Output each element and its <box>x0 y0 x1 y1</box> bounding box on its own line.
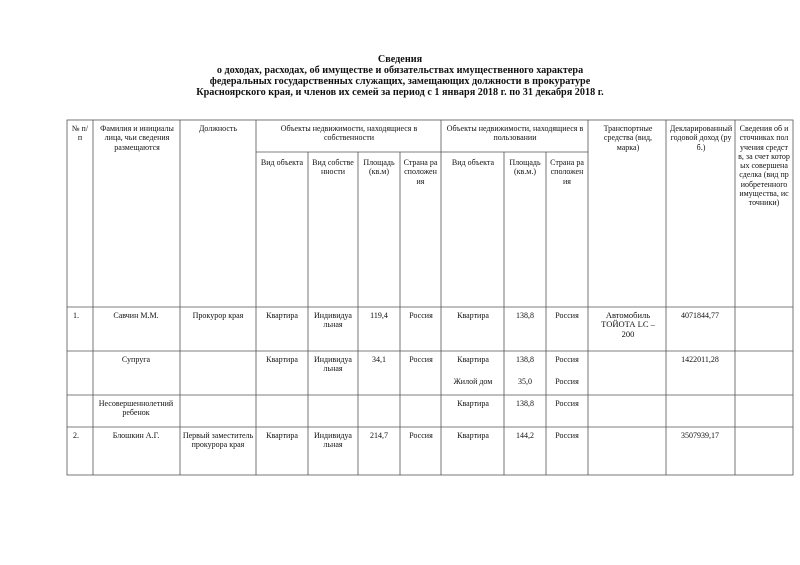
header-used-area: Площадь (кв.м.) <box>509 158 541 177</box>
row-owned-country: Россия <box>409 355 433 364</box>
row-used-country: Россия <box>555 311 579 320</box>
row-position: Первый заместитель прокурора края <box>182 431 254 450</box>
header-transport: Транспортные средства (вид, марка) <box>603 124 653 152</box>
row-position: Прокурор края <box>192 311 244 320</box>
header-owned-area: Площадь (кв.м) <box>363 158 395 177</box>
row-income: 3507939,17 <box>681 431 719 440</box>
row-transport: Автомобиль ТОЙОТА LC – 200 <box>601 310 655 339</box>
row-name: Несовершеннолетний ребенок <box>98 399 174 418</box>
row-income: 4071844,77 <box>681 311 719 320</box>
title-line-1: Сведения <box>377 54 423 65</box>
row-name: Супруга <box>121 355 151 364</box>
row-income: 1422011,28 <box>681 355 719 364</box>
row-used-country: Россия <box>555 377 579 386</box>
row-owned-ownership: Индивидуальная <box>314 431 352 450</box>
title-line-3: федеральных государственных служащих, замещающих должности в прокуратуре <box>209 76 591 87</box>
row-owned-ownership: Индивидуальная <box>314 311 352 330</box>
header-owned-country: Страна расположения <box>403 158 438 186</box>
header-used-group: Объекты недвижимости, находящиеся в пользовании <box>446 124 584 143</box>
row-owned-type: Квартира <box>266 431 298 440</box>
header-position: Должность <box>198 124 238 133</box>
row-owned-country: Россия <box>409 431 433 440</box>
header-name: Фамилия и инициалы лица, чьи сведения размещаются <box>100 124 174 152</box>
row-owned-area: 34,1 <box>372 355 386 364</box>
row-used-type: Жилой дом <box>453 377 493 386</box>
row-used-area: 138,8 <box>516 399 534 408</box>
header-income: Декларированный годовой доход (руб.) <box>669 124 733 152</box>
header-owned-type: Вид объекта <box>260 158 304 167</box>
row-owned-area: 214,7 <box>370 431 388 440</box>
row-owned-country: Россия <box>409 311 433 320</box>
row-owned-ownership: Индивидуальная <box>314 355 352 374</box>
header-owned-group: Объекты недвижимости, находящиеся в собственности <box>280 124 418 143</box>
header-num: № п/п <box>71 124 89 143</box>
header-source: Сведения об источниках получения средств, за счет которых совершена сделка (вид приобретенного имущества, источники) <box>738 124 790 208</box>
row-used-country: Россия <box>555 399 579 408</box>
row-used-type: Квартира <box>457 399 489 408</box>
row-used-area: 35,0 <box>518 377 532 386</box>
row-used-country: Россия <box>555 355 579 364</box>
title-line-4: Красноярского края, и членов их семей за период с 1 января 2018 г. по 31 декабря 2018 г. <box>196 87 604 98</box>
title-line-2: о доходах, расходах, об имуществе и обязательствах имущественного характера <box>216 65 584 76</box>
row-owned-type: Квартира <box>266 355 298 364</box>
row-used-area: 144,2 <box>516 431 534 440</box>
row-name: Блошкин А.Г. <box>112 431 160 440</box>
header-owned-ownership: Вид собственности <box>312 158 354 177</box>
row-owned-area: 119,4 <box>370 311 388 320</box>
row-used-type: Квартира <box>457 311 489 320</box>
row-used-area: 138,8 <box>516 311 534 320</box>
row-owned-type: Квартира <box>266 311 298 320</box>
header-used-country: Страна расположения <box>550 158 584 186</box>
row-used-type: Квартира <box>457 431 489 440</box>
header-used-type: Вид объекта <box>451 158 495 167</box>
row-name: Савчин М.М. <box>113 311 159 320</box>
row-used-type: Квартира <box>457 355 489 364</box>
row-used-area: 138,8 <box>516 355 534 364</box>
row-used-country: Россия <box>555 431 579 440</box>
row-num: 2. <box>73 431 79 440</box>
row-num: 1. <box>73 311 79 320</box>
